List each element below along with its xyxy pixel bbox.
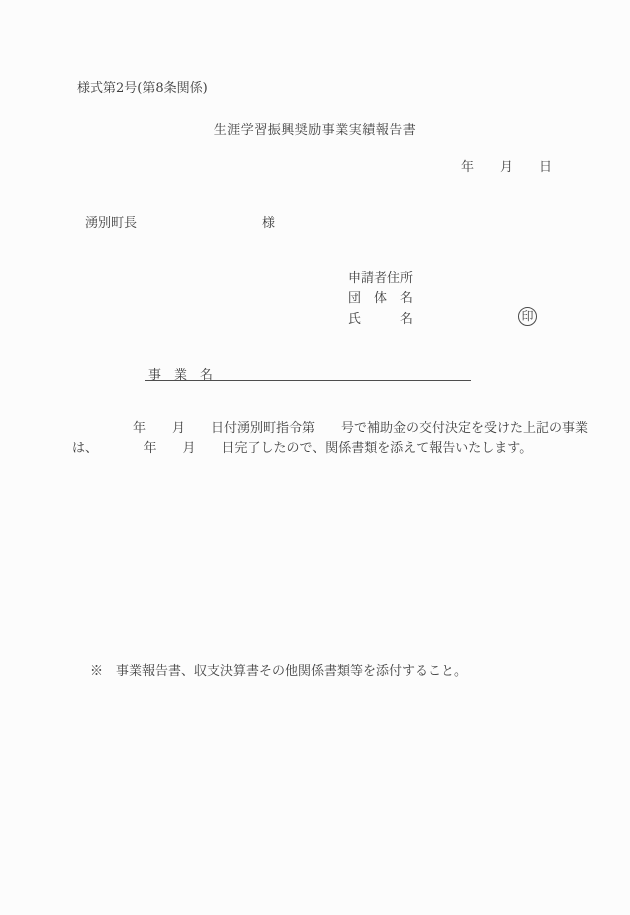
attachment-note: ※ 事業報告書、収支決算書その他関係書類等を添付すること。 bbox=[90, 664, 468, 679]
date-field: 年 月 日 bbox=[461, 160, 553, 175]
applicant-name-label: 氏 名 bbox=[348, 312, 414, 327]
addressee-honorific: 様 bbox=[262, 216, 276, 231]
body-text-line-2: は、 年 月 日完了したので、関係書類を添えて報告いたします。 bbox=[72, 441, 533, 456]
form-number: 様式第2号(第8条関係) bbox=[77, 81, 208, 96]
document-title: 生涯学習振興奨励事業実績報告書 bbox=[213, 123, 417, 138]
project-name-underline bbox=[145, 363, 471, 381]
seal-placeholder-icon: 印 bbox=[518, 307, 537, 326]
project-name-label: 事 業 名 bbox=[148, 368, 214, 383]
applicant-address-label: 申請者住所 bbox=[348, 271, 414, 286]
addressee-name: 湧別町長 bbox=[85, 216, 138, 231]
applicant-organization-label: 団 体 名 bbox=[348, 291, 414, 306]
body-text-line-1: 年 月 日付湧別町指令第 号で補助金の交付決定を受けた上記の事業 bbox=[133, 421, 589, 436]
